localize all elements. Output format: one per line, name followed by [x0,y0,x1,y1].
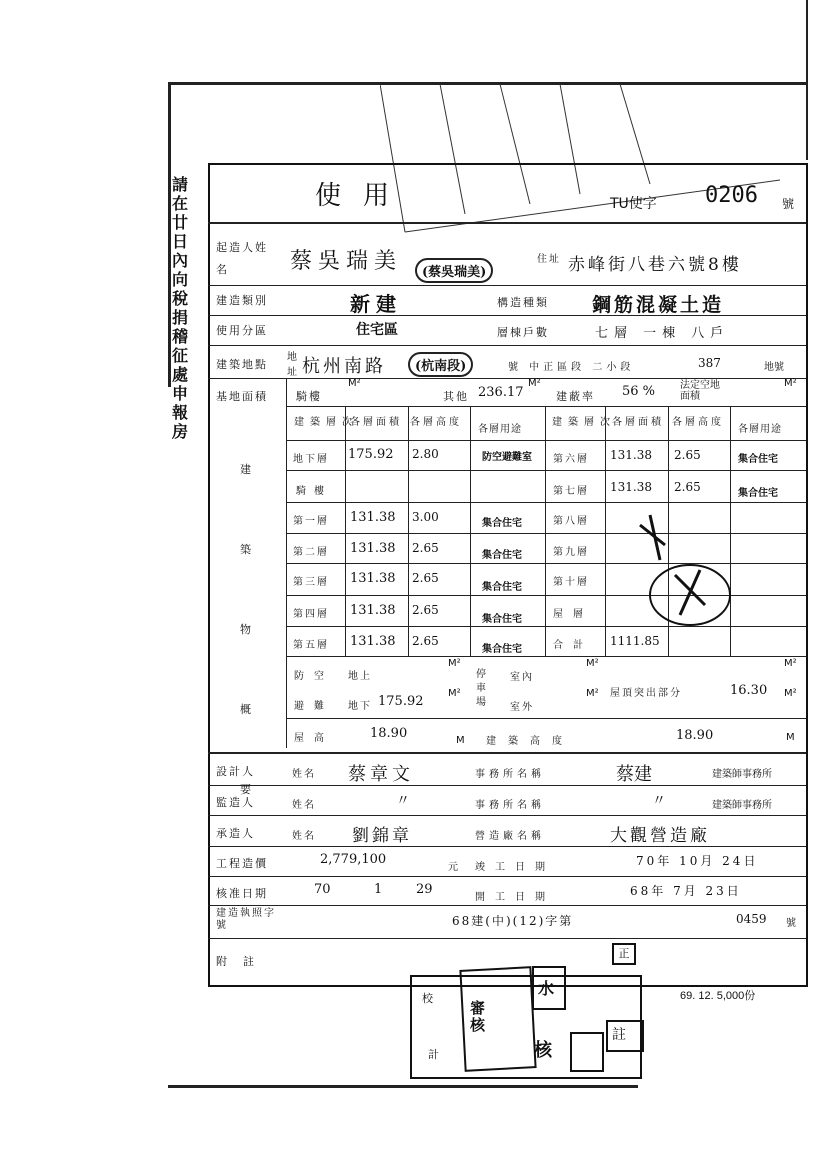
unit-m2: M² [528,378,541,389]
location-addr-label: 地址 [287,352,297,378]
issue-year: 70 [314,882,331,897]
hdr-left-area: 各層面積 [350,417,402,428]
row-height: 2.65 [412,634,439,648]
unit-m2: M² [448,688,461,699]
row-area: 131.38 [350,603,396,618]
structure-label: 構造種類 [497,296,549,309]
arcade-label: 騎樓 [296,390,322,403]
row-height: 3.00 [412,510,439,524]
row-use: 集合住宅 [482,518,522,529]
supervisor-name: 〃 [396,793,410,809]
floors-value: 七層 一棟 八戶 [595,326,730,341]
issue-day: 29 [416,882,433,897]
designer-name-label: 姓名 [292,769,316,780]
cert-prefix: TU使字 [610,196,657,212]
row-level: 第四層 [293,609,329,620]
civil-defense-label: 防空 [294,671,334,682]
col-line [470,406,471,656]
row-line [286,502,806,503]
hdr-right-level: 建築層次 [552,417,616,428]
building-type-label: 建造類別 [216,294,268,307]
site-area-label: 基地面積 [216,390,268,403]
header-divider [208,222,806,224]
unit-m2: M² [448,658,461,669]
row-height: 2.65 [412,541,439,555]
row-line [286,470,806,471]
permit-suffix: 號 [786,918,798,929]
building-type-value: 新建 [350,292,402,316]
row-line [286,406,806,407]
row-line [286,718,806,719]
completion-label: 竣工日期 [475,862,555,873]
unit-m2: M² [784,658,797,669]
row-area: 175.92 [348,447,394,462]
row-line [208,785,806,786]
side-note: 請在廿日內向稅捐稽征處申報房 [171,175,188,441]
coverage-value: 56 % [622,384,656,399]
row-use: 集合住宅 [738,488,778,499]
row-area: 131.38 [350,541,396,556]
form-title: 使用 [315,181,412,211]
civil-defense-sub: 地上 [348,671,372,682]
seal-text-1: 審核 [470,999,486,1034]
designer-office: 蔡建 [616,764,652,785]
zone-label: 使用分區 [216,324,268,337]
supervisor-office-label: 事務所名稱 [475,800,545,811]
row-height: 2.65 [674,448,701,462]
cert-number: 0206 [705,183,758,208]
hdr-right-height: 各層高度 [672,417,724,428]
row-level: 第二層 [293,547,329,558]
row-area: 131.38 [350,634,396,649]
scan-right-edge [806,0,808,160]
hdr-right-area: 各層面積 [612,417,664,428]
applicant-name: 蔡吳瑞美 [290,249,403,274]
other-area-value: 236.17 [478,385,524,400]
supervisor-license: 建築師事務所 [712,800,772,811]
permit-number: 0459 [736,912,767,926]
cost-value: 2,779,100 [320,852,387,867]
designer-label: 設計人 [216,765,255,778]
row-level: 第七層 [553,486,589,497]
location-seal: (杭南段) [408,352,473,377]
roof-protrusion-label: 屋頂突出部分 [610,688,682,699]
row-line [208,905,806,906]
location-label: 建築地點 [216,358,268,371]
col-line [408,406,409,656]
parking-indoor: 室內 [510,672,534,683]
count-label: 計 [428,1048,441,1061]
row-level: 第五層 [293,640,329,651]
total-area: 1111.85 [610,634,660,648]
designer-license: 建築師事務所 [712,769,772,780]
row-level: 騎樓 [296,486,332,497]
row-level: 地下層 [293,454,329,465]
row-level: 第九層 [553,547,589,558]
zone-value: 住宅區 [356,322,398,338]
location-lot: 387 [698,356,721,370]
row-level: 第三層 [293,577,329,588]
start-date: 68年 7月 23日 [630,884,742,898]
eave-label: 屋高 [294,733,334,744]
location-lot-label: 號 中正區段 二小段 [508,362,635,373]
unit-m2: M² [586,688,599,699]
supervisor-office: 〃 [652,793,666,809]
open-space-label: 法定空地面積 [680,380,720,402]
unit-m2: M² [784,688,797,699]
col-line [605,406,606,656]
row-area: 131.38 [610,480,652,494]
permit-value: 68建(中)(12)字第 [452,914,574,928]
cert-suffix: 號 [782,197,795,211]
row-use: 集合住宅 [482,582,522,593]
row-line [208,938,806,939]
row-level: 屋層 [553,609,593,620]
location-address: 杭州南路 [302,356,386,377]
building-height-value: 18.90 [676,728,714,743]
row-height: 2.80 [412,447,439,461]
contractor-company: 大觀營造廠 [610,826,710,846]
row-line [208,846,806,847]
contractor-label: 承造人 [216,827,255,840]
unit-m: M [456,735,465,746]
seal-text-2: 核 [534,1040,552,1061]
col-line [545,406,546,656]
corner-stamp: 正 [612,943,636,965]
applicant-label: 起造人姓名 [216,241,268,276]
row-use: 防空避難室 [482,452,532,463]
row-use: 集合住宅 [482,644,522,655]
row-line [208,345,806,346]
permit-label: 建造執照字號 [216,908,276,931]
row-line [286,656,806,657]
row-line [286,440,806,441]
location-lot-suffix: 地號 [764,362,784,373]
start-date-label: 開工日期 [475,892,555,903]
hdr-left-use: 各層用途 [478,424,522,435]
row-line [208,815,806,816]
row-level: 第八層 [553,516,589,527]
cost-unit: 元 [448,862,460,873]
approval-mark [620,505,740,635]
applicant-address: 赤峰街八巷六號8樓 [568,255,742,275]
building-height-label: 建築高度 [486,736,574,747]
row-line [208,285,806,286]
print-info: 69. 12. 5,000份 [680,990,756,1002]
row-level: 合計 [553,640,593,651]
designer-office-label: 事務所名稱 [475,769,545,780]
row-level: 第一層 [293,516,329,527]
row-level: 第十層 [553,577,589,588]
row-height: 2.65 [674,480,701,494]
col-line [345,406,346,656]
building-summary-label: 建築物概要 [240,463,253,796]
structure-value: 鋼筋混凝土造 [592,294,725,316]
basement-sub: 地下 [348,701,372,712]
row-line [208,752,806,754]
hdr-left-height: 各層高度 [410,417,462,428]
basement-value: 175.92 [378,694,424,709]
eave-value: 18.90 [370,726,408,741]
row-line [208,378,806,379]
row-level: 第六層 [553,454,589,465]
hdr-right-use: 各層用途 [738,424,782,435]
applicant-addr-label: 住址 [537,254,561,265]
row-area: 131.38 [610,448,652,462]
unit-m2: M² [784,378,797,389]
contractor-name: 劉錦章 [352,826,412,846]
row-use: 集合住宅 [482,550,522,561]
parking-outdoor: 室外 [510,702,534,713]
supervisor-name-label: 姓名 [292,800,316,811]
row-area: 131.38 [350,571,396,586]
roof-protrusion-value: 16.30 [730,683,768,698]
seal-box-3 [570,1032,604,1072]
row-use: 集合住宅 [738,454,778,465]
other-area-label: 其他 [443,390,469,403]
completion-date: 70年 10月 24日 [636,854,759,868]
basement-label: 避難 [294,701,334,712]
floors-label: 層棟戶數 [497,326,549,339]
parking-label: 停車場 [476,669,486,708]
row-line [208,876,806,877]
coverage-label: 建蔽率 [556,390,595,403]
seal-text-middle: 水 [538,979,555,998]
contractor-name-label: 姓名 [292,831,316,842]
row-line [208,315,806,316]
seal-text-3: 註 [612,1027,626,1043]
remarks-label: 附註 [216,955,270,968]
issue-date-label: 核准日期 [216,887,268,900]
supervisor-label: 監造人 [216,796,255,809]
unit-m2: M² [586,658,599,669]
issue-month: 1 [374,882,383,897]
scan-bottom-edge [168,1085,638,1088]
check-label: 校 [422,992,435,1005]
designer-name: 蔡章文 [348,764,414,785]
row-area: 131.38 [350,510,396,525]
unit-m: M [786,732,795,743]
contractor-company-label: 營造廠名稱 [475,831,545,842]
applicant-seal: (蔡吳瑞美) [415,258,493,283]
unit-m2: M² [348,378,361,389]
hdr-left-level: 建築層次 [294,417,358,428]
row-height: 2.65 [412,571,439,585]
row-height: 2.65 [412,603,439,617]
row-use: 集合住宅 [482,614,522,625]
cost-label: 工程造價 [216,857,268,870]
